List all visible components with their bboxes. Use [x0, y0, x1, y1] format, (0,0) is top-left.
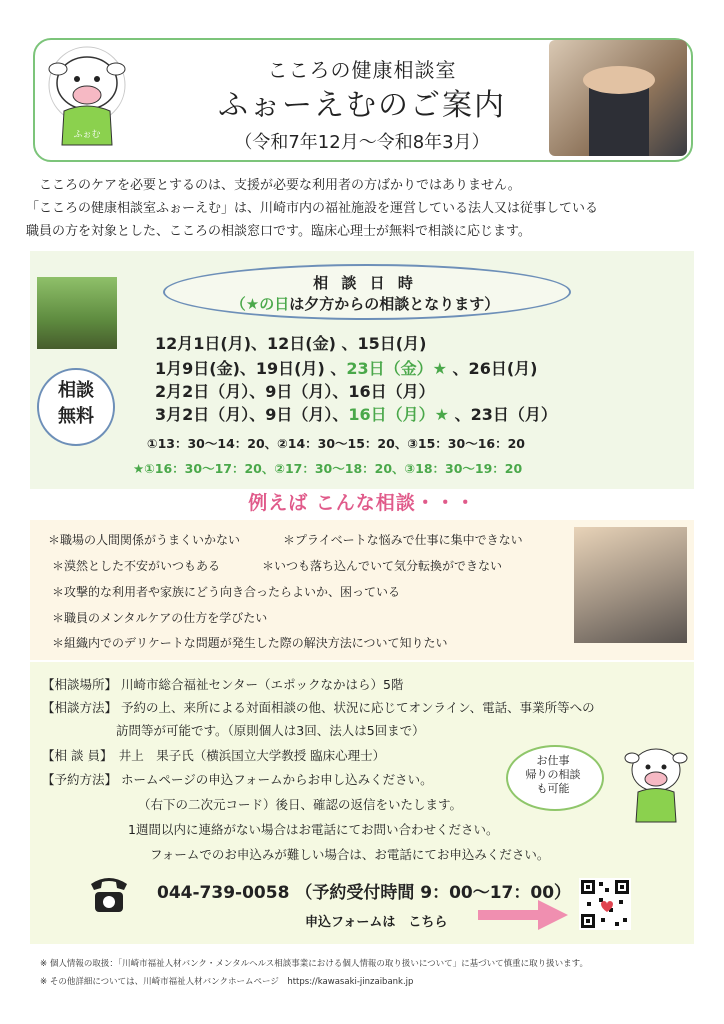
consultation-photo [574, 527, 687, 643]
dates-january-b: 、26日(月) [446, 359, 538, 378]
example-item: ＊攻撃的な利用者や家族にどう向き合ったらよいか、困っている [52, 585, 401, 599]
schedule-note-rest: は夕方からの相談となります） [289, 295, 500, 313]
mascot-badge: ふぉむ [73, 130, 101, 140]
bubble-line: お仕事 [536, 754, 570, 767]
example-item: ＊職場の人間関係がうまくいかない [48, 533, 241, 547]
dates-march [155, 402, 557, 425]
qr-code-icon[interactable] [579, 878, 631, 930]
form-link-label: 申込フォームは こちら [305, 915, 448, 930]
examples-title: 例えば こんな相談・・・ [248, 492, 476, 514]
schedule-heading: 相 談 日 時 [313, 274, 417, 292]
time-slots: ①13：30～14：20、②14：30～15：20、③15：30～16：20 [147, 436, 525, 451]
dates-january-a: 1月9日(金)、19日(月) 、 [155, 359, 347, 378]
info-method: 【相談方法】 予約の上、来所による対面相談の他、状況に応じてオンライン、電話、事業所等への [42, 700, 595, 715]
dates-march-star: 16日（月）★ [348, 405, 450, 424]
bubble-line: も可能 [536, 782, 570, 795]
info-reserve-cont: フォームでのお申込みが難しい場合は、お電話にてお申込みください。 [150, 847, 550, 862]
example-item: ＊職員のメンタルケアの仕方を学びたい [52, 611, 268, 625]
intro-line-2: 「こころの健康相談室ふぉーえむ」は、川崎市内の福祉施設を運営している法人又は従事している [26, 201, 599, 216]
info-reserve-cont: 1週間以内に連絡がない場合はお電話にてお問い合わせください。 [128, 822, 499, 837]
dates-february: 2月2日（月）、9日（月）、16日（月） [155, 382, 435, 401]
dates-january [155, 356, 537, 379]
example-item: ＊組織内でのデリケートな問題が発生した際の解決方法について知りたい [52, 636, 448, 650]
intro-line-3: 職員の方を対象とした、こころの相談窓口です。臨床心理士が無料で相談に応じます。 [26, 224, 531, 239]
info-reserve-cont: （右下の二次元コード）後日、確認の返信をいたします。 [138, 797, 463, 812]
couple-photo [37, 277, 117, 349]
speech-bubble-text [506, 754, 600, 796]
bubble-line: 帰りの相談 [525, 768, 581, 781]
info-staff: 【相 談 員】 井上 果子氏（横浜国立大学教授 臨床心理士） [42, 748, 386, 763]
example-item: ＊漠然とした不安がいつもある [52, 559, 221, 573]
intro-line-1: こころのケアを必要とするのは、支援が必要な利用者の方ばかりではありません。 [39, 178, 521, 193]
example-item: ＊プライベートな悩みで仕事に集中できない [283, 533, 523, 547]
arrow-right-icon [478, 900, 568, 930]
schedule-note [163, 293, 567, 314]
info-reserve: 【予約方法】 ホームページの申込フォームからお申し込みください。 [42, 772, 433, 787]
phone-number: 044-739-0058 （予約受付時間 9：00～17：00） [157, 883, 572, 903]
cow-mascot-small-image [622, 740, 690, 824]
info-place: 【相談場所】 川崎市総合福祉センター（エポックなかはら）5階 [42, 677, 404, 692]
footer-privacy: ※ 個人情報の取扱：「川崎市福祉人材バンク・メンタルヘルス相談事業における個人情報の取り扱いについて」に基づいて慎重に取り扱います。 [40, 959, 588, 969]
free-badge-text [37, 378, 115, 430]
time-slots-evening: ★①16：30～17：20、②17：30～18：20、③18：30～19：20 [133, 461, 523, 476]
footer-more-info: ※ その他詳細については、川崎市福祉人材バンクホームページ https://kawasaki-jinzaibank.jp [40, 977, 414, 987]
telephone-icon [88, 870, 130, 916]
dates-january-star: 23日（金）★ [346, 359, 447, 378]
schedule-note-star: （★の日 [230, 295, 290, 313]
example-item: ＊いつも落ち込んでいて気分転換ができない [262, 559, 503, 573]
info-method-cont: 訪問等が可能です。（原則個人は3回、法人は5回まで） [116, 723, 425, 738]
free-badge-line-1: 相談 [58, 380, 94, 401]
page-title: ふぉーえむのご案内 [218, 88, 506, 123]
dates-december: 12月1日(月)、12日(金) 、15日(月) [155, 334, 427, 353]
free-badge-line-2: 無料 [58, 406, 94, 427]
dates-march-b: 、23日（月） [449, 405, 557, 424]
page-subtitle: こころの健康相談室 [267, 58, 457, 82]
period-text: （令和7年12月～令和8年3月） [234, 132, 490, 153]
dates-march-a: 3月2日（月）、9日（月）、 [155, 405, 349, 424]
